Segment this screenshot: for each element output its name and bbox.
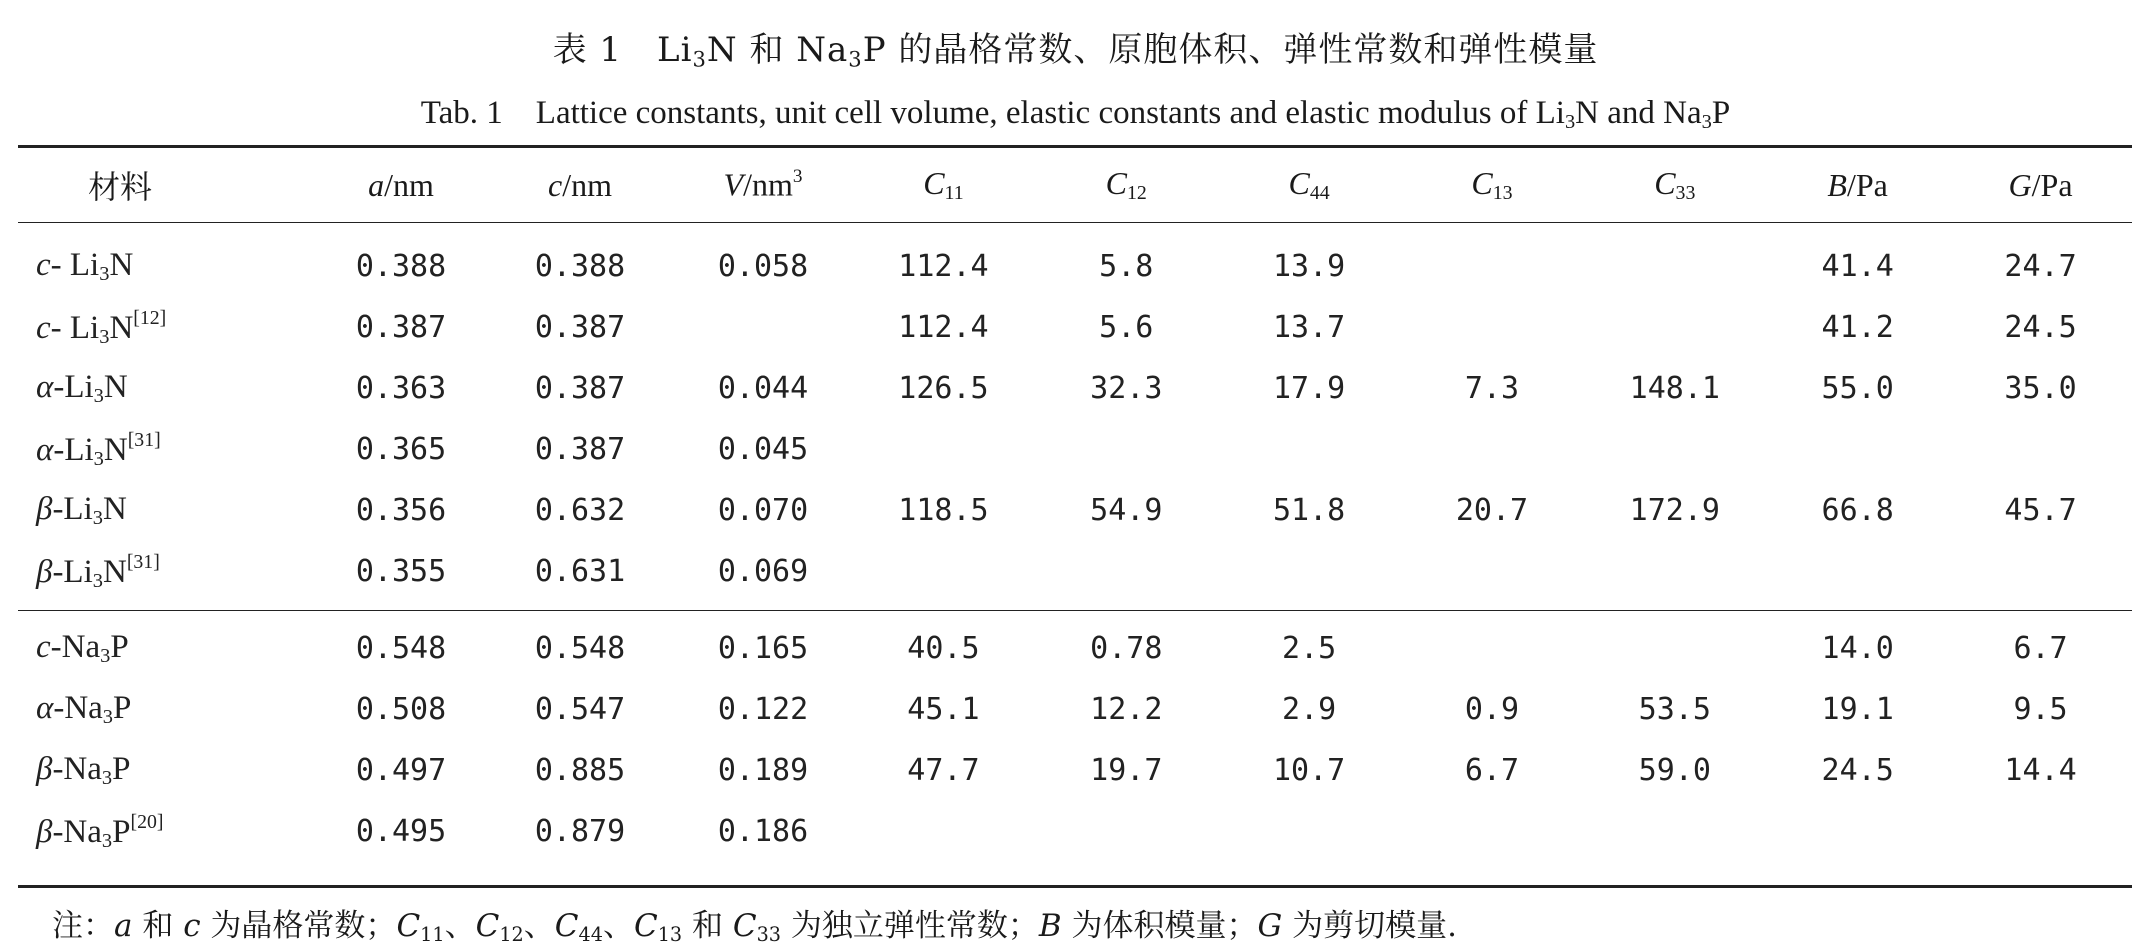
table-row	[18, 297, 2132, 358]
header-c: c/nm	[548, 166, 612, 203]
header-c12: $C_{12}$	[1105, 165, 1147, 204]
cell-b: 55.0	[1821, 371, 1894, 406]
cell-c11	[852, 801, 1035, 862]
table-footnote: 注：a 和 c 为晶格常数；$C_{11}$、$C_{12}$、$C_{44}$、$C_{13}$ 和 $C_{33}$ 为独立弹性常数；B 为体积模量；G 为剪切模量.	[52, 908, 1457, 946]
cell-c13: 0.9	[1464, 692, 1520, 727]
cell-b	[1766, 419, 1949, 480]
table-body	[18, 222, 2132, 862]
cell-c12: 32.3	[1090, 371, 1163, 406]
cell-b: 41.4	[1821, 249, 1894, 284]
table-caption-en: Tab. 1 Lattice constants, unit cell volume, elastic constants and elastic modulus of $Li_3N$ and $Na_3P$	[420, 95, 1731, 134]
cell-c44: 51.8	[1272, 493, 1346, 528]
cell-c12: 54.9	[1090, 493, 1163, 528]
cell-c11: 40.5	[907, 631, 980, 666]
cell-material: c- $Li_3N$	[36, 246, 134, 286]
cell-c13	[1401, 297, 1584, 358]
cell-v: 0.044	[717, 371, 809, 406]
header-row	[18, 148, 2132, 222]
cell-c12: 5.8	[1099, 249, 1154, 284]
cell-v: 0.058	[717, 249, 809, 284]
cell-c: 0.885	[534, 753, 626, 788]
cell-a: 0.355	[355, 554, 447, 589]
cell-c11: 126.5	[898, 371, 989, 406]
cell-c: 0.387	[534, 310, 626, 345]
cell-c33	[1583, 801, 1766, 862]
cell-v: 0.165	[717, 631, 809, 666]
data-table	[18, 148, 2132, 862]
cell-c13	[1401, 801, 1584, 862]
cell-g: 35.0	[2004, 371, 2077, 406]
cell-g	[1949, 419, 2132, 480]
cell-c: 0.387	[534, 432, 626, 467]
header-c33: $C_{33}$	[1654, 165, 1696, 204]
cell-material: $\beta-Na_3P[20]$	[36, 810, 164, 852]
cell-c: 0.631	[534, 554, 626, 589]
cell-c44	[1218, 419, 1401, 480]
cell-a: 0.548	[355, 631, 447, 666]
cell-material: $\beta-Li_3N$	[36, 490, 127, 530]
cell-b: 41.2	[1821, 310, 1894, 345]
cell-a: 0.387	[355, 310, 447, 345]
cell-b: 24.5	[1821, 753, 1894, 788]
cell-v: 0.122	[717, 692, 809, 727]
cell-c: 0.632	[534, 493, 626, 528]
cell-a: 0.508	[355, 692, 447, 727]
cell-v: 0.186	[717, 814, 809, 849]
header-c11: $C_{11}$	[923, 165, 964, 204]
cell-material: c- $Li_3N[12]$	[36, 306, 167, 348]
cell-material: $\beta-Li_3N[31]$	[36, 550, 160, 592]
cell-g	[1949, 801, 2132, 862]
cell-c11: 112.4	[898, 310, 989, 345]
cell-c33: 172.9	[1629, 493, 1720, 528]
table-row	[18, 236, 2132, 297]
cell-c44: 2.9	[1282, 692, 1337, 727]
cell-c11: 112.4	[898, 249, 989, 284]
cell-b: 66.8	[1821, 493, 1894, 528]
table-row	[18, 541, 2132, 602]
cell-c13: 6.7	[1464, 753, 1520, 788]
cell-c12	[1035, 541, 1218, 602]
cell-material: $\beta-Na_3P$	[36, 750, 131, 790]
cell-material: $\alpha-Li_3N$	[36, 368, 128, 408]
table-row	[18, 480, 2132, 541]
cell-g: 14.4	[2004, 753, 2077, 788]
bottom-rule	[18, 885, 2132, 888]
cell-a: 0.365	[355, 432, 447, 467]
cell-b: 14.0	[1821, 631, 1894, 666]
cell-c13: 7.3	[1464, 371, 1520, 406]
cell-c: 0.879	[534, 814, 626, 849]
cell-g	[1949, 541, 2132, 602]
table-row	[18, 679, 2132, 740]
cell-c33	[1583, 297, 1766, 358]
cell-c12: 19.7	[1090, 753, 1163, 788]
cell-c44: 17.9	[1272, 371, 1346, 406]
cell-c33: 148.1	[1629, 371, 1720, 406]
cell-c13	[1401, 541, 1584, 602]
cell-c11	[852, 541, 1035, 602]
cell-c44: 2.5	[1282, 631, 1337, 666]
cell-c44	[1218, 801, 1401, 862]
table-caption-cn: 表 1 $Li_3N$ 和 $Na_3P$ 的晶格常数、原胞体积、弹性常数和弹性模量	[552, 30, 1599, 72]
header-material: 材料	[88, 168, 153, 206]
cell-c33: 59.0	[1638, 753, 1711, 788]
cell-g: 9.5	[2013, 692, 2068, 727]
table-row	[18, 801, 2132, 862]
cell-c: 0.387	[534, 371, 626, 406]
cell-b	[1766, 801, 1949, 862]
cell-c12: 12.2	[1090, 692, 1163, 727]
cell-a: 0.356	[355, 493, 447, 528]
cell-c11: 47.7	[907, 753, 980, 788]
cell-b: 19.1	[1821, 692, 1894, 727]
cell-c11: 45.1	[907, 692, 980, 727]
cell-c13: 20.7	[1455, 493, 1529, 528]
cell-a: 0.388	[355, 249, 447, 284]
cell-c13	[1401, 236, 1584, 297]
header-c44: $C_{44}$	[1288, 165, 1330, 204]
cell-v: 0.070	[717, 493, 809, 528]
cell-a: 0.495	[355, 814, 447, 849]
header-a: a/nm	[368, 166, 434, 203]
cell-c33	[1583, 541, 1766, 602]
cell-v: 0.069	[717, 554, 809, 589]
cell-c: 0.547	[534, 692, 626, 727]
header-g: G/Pa	[2008, 166, 2073, 203]
table-row	[18, 740, 2132, 801]
cell-c12: 0.78	[1090, 631, 1163, 666]
cell-material: $\alpha-Li_3N[31]$	[36, 428, 161, 470]
cell-c12	[1035, 801, 1218, 862]
cell-c44: 10.7	[1272, 753, 1346, 788]
table-row	[18, 618, 2132, 679]
cell-c33: 53.5	[1638, 692, 1711, 727]
cell-a: 0.497	[355, 753, 447, 788]
cell-v: 0.189	[717, 753, 809, 788]
cell-c: 0.388	[534, 249, 626, 284]
cell-c44	[1218, 541, 1401, 602]
cell-material: $c-Na_3P$	[36, 628, 129, 668]
cell-g: 6.7	[2013, 631, 2068, 666]
cell-c11	[852, 419, 1035, 480]
cell-g: 24.5	[2004, 310, 2077, 345]
cell-v	[674, 297, 852, 358]
cell-material: $\alpha-Na_3P$	[36, 689, 132, 729]
cell-a: 0.363	[355, 371, 447, 406]
cell-c44: 13.9	[1272, 249, 1346, 284]
table-row	[18, 419, 2132, 480]
cell-g: 24.7	[2004, 249, 2077, 284]
cell-c13	[1401, 618, 1584, 679]
cell-c33	[1583, 419, 1766, 480]
cell-c: 0.548	[534, 631, 626, 666]
cell-c12	[1035, 419, 1218, 480]
cell-b	[1766, 541, 1949, 602]
cell-c33	[1583, 236, 1766, 297]
cell-g: 45.7	[2004, 493, 2077, 528]
table-row	[18, 358, 2132, 419]
header-b: B/Pa	[1827, 166, 1888, 203]
cell-c12: 5.6	[1099, 310, 1154, 345]
header-c13: $C_{13}$	[1471, 165, 1513, 204]
cell-c33	[1583, 618, 1766, 679]
header-v: $V/nm^3$	[723, 166, 803, 203]
cell-v: 0.045	[717, 432, 809, 467]
cell-c44: 13.7	[1272, 310, 1346, 345]
cell-c11: 118.5	[898, 493, 989, 528]
cell-c13	[1401, 419, 1584, 480]
